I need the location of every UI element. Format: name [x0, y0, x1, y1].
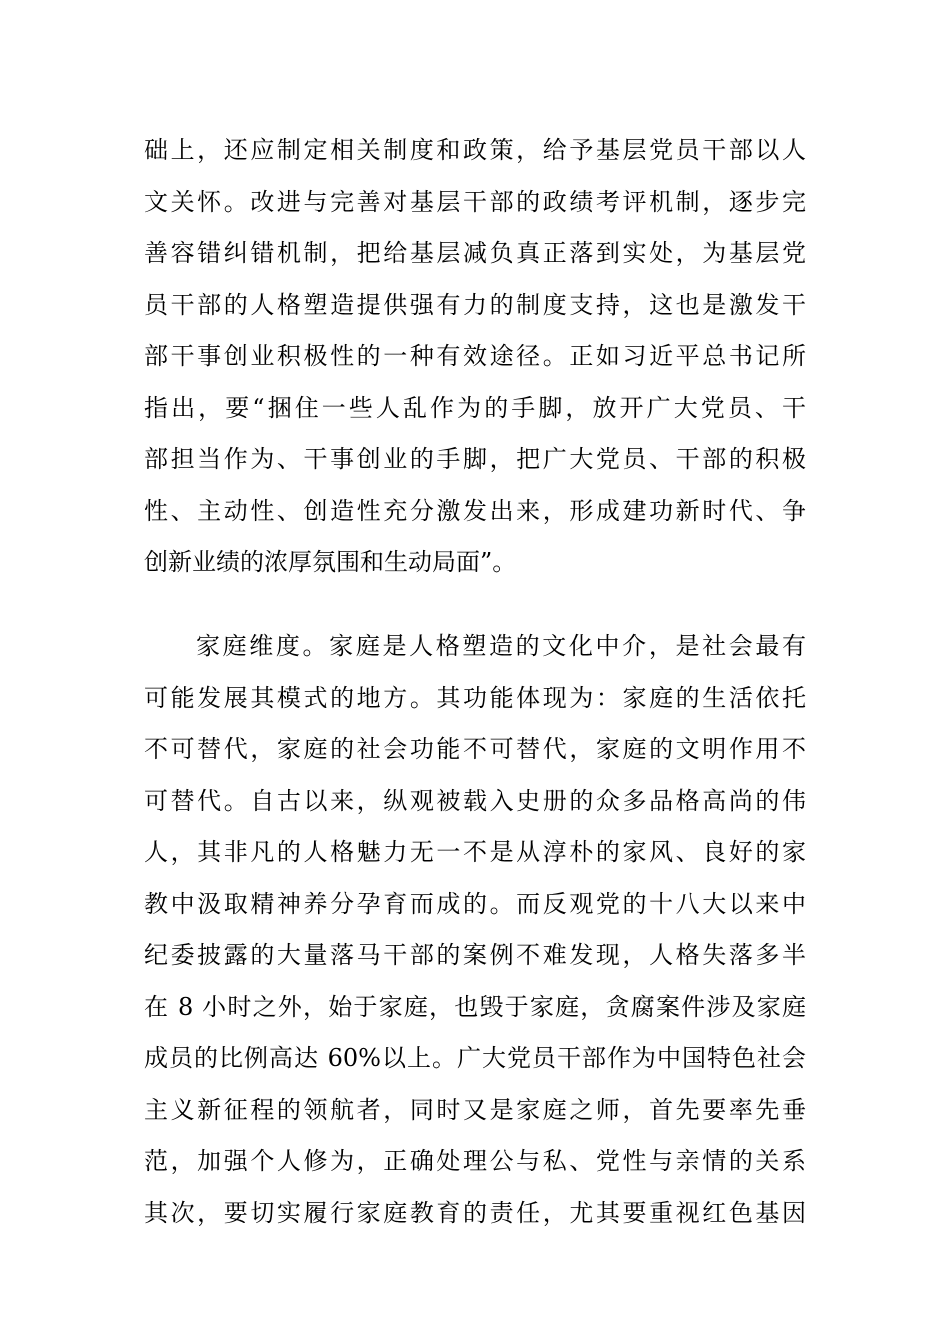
text-line: 文关怀。改进与完善对基层干部的政绩考评机制，逐步完	[144, 187, 806, 216]
text-line: 不可替代，家庭的社会功能不可替代，家庭的文明作用不	[144, 735, 806, 763]
text-line: 主义新征程的领航者，同时又是家庭之师，首先要率先垂	[144, 1095, 806, 1124]
paragraph-institutional-support	[144, 125, 806, 589]
text-line: 可替代。自古以来，纵观被载入史册的众多品格高尚的伟	[144, 786, 806, 815]
text-line: 家庭维度。家庭是人格塑造的文化中介，是社会最有	[196, 632, 806, 660]
text-line: 性、主动性、创造性充分激发出来，形成建功新时代、争	[144, 496, 806, 525]
text-line: 创新业绩的浓厚氛围和生动局面”。	[144, 548, 517, 576]
text-line: 可能发展其模式的地方。其功能体现为：家庭的生活依托	[144, 683, 806, 712]
text-line: 在 8 小时之外，始于家庭，也毁于家庭，贪腐案件涉及家庭	[144, 992, 806, 1021]
text-line: 部干事创业积极性的一种有效途径。正如习近平总书记所	[144, 342, 806, 370]
text-line: 成员的比例高达 60%以上。广大党员干部作为中国特色社会	[144, 1044, 806, 1072]
text-line: 础上，还应制定相关制度和政策，给予基层党员干部以人	[144, 136, 806, 164]
text-line: 纪委披露的大量落马干部的案例不难发现，人格失落多半	[144, 941, 806, 969]
paragraph-family-dimension	[144, 621, 806, 1239]
text-line: 员干部的人格塑造提供强有力的制度支持，这也是激发干	[144, 290, 806, 319]
text-line: 其次，要切实履行家庭教育的责任，尤其要重视红色基因	[144, 1198, 806, 1227]
text-line: 范，加强个人修为，正确处理公与私、党性与亲情的关系	[144, 1147, 806, 1175]
text-line: 部担当作为、干事创业的手脚，把广大党员、干部的积极	[144, 445, 806, 473]
text-line: 善容错纠错机制，把给基层减负真正落到实处，为基层党	[144, 239, 806, 267]
text-line: 指出，要“捆住一些人乱作为的手脚，放开广大党员、干	[144, 393, 806, 422]
text-line: 教中汲取精神养分孕育而成的。而反观党的十八大以来中	[144, 889, 806, 918]
text-line: 人，其非凡的人格魅力无一不是从淳朴的家风、良好的家	[144, 838, 806, 866]
